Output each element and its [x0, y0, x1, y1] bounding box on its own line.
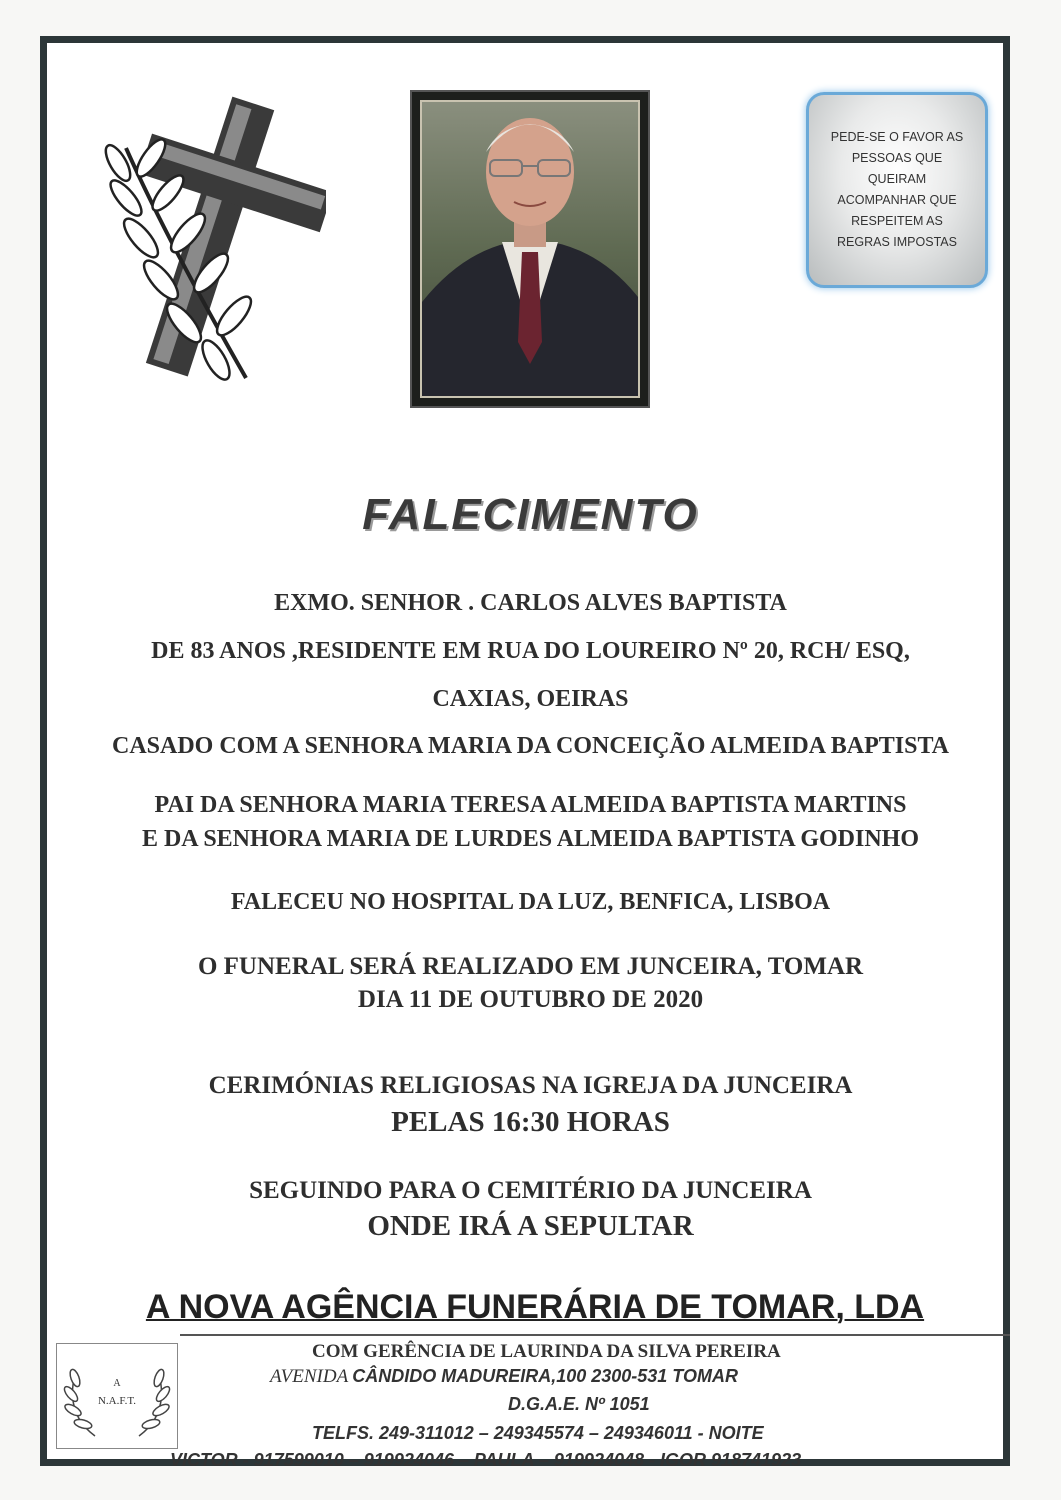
child-line-1: PAI DA SENHORA MARIA TERESA ALMEIDA BAPTISTA MARTINS	[154, 792, 907, 818]
residence-town: CAXIAS, OEIRAS	[432, 686, 629, 712]
spouse-line: CASADO COM A SENHORA MARIA DA CONCEIÇÃO ALMEIDA BAPTISTA	[112, 733, 949, 759]
ceremony-time: PELAS 16:30 HORAS	[391, 1106, 670, 1138]
logo-letter: A	[113, 1378, 121, 1389]
agency-dgae: D.G.A.E. Nº 1051	[508, 1394, 650, 1414]
logo-text: N.A.F.T.	[97, 1395, 137, 1407]
portrait-photo	[410, 90, 650, 408]
agency-address	[270, 1366, 738, 1388]
age-residence: DE 83 ANOS ,RESIDENTE EM RUA DO LOUREIRO Nº 20, RCH/ ESQ,	[151, 638, 910, 664]
cross-laurel-icon	[96, 88, 326, 388]
burial-line-1: SEGUINDO PARA O CEMITÉRIO DA JUNCEIRA	[249, 1177, 812, 1204]
deceased-name: EXMO. SENHOR . CARLOS ALVES BAPTISTA	[274, 590, 787, 616]
agency-logo	[56, 1343, 178, 1449]
notice-box	[806, 92, 988, 288]
agency-contacts: VICTOR - 917599010 – 919924046 – PAULA – 919924048 - IGOR 918741923	[170, 1450, 802, 1470]
ceremony-line: CERIMÓNIAS RELIGIOSAS NA IGREJA DA JUNCEIRA	[208, 1072, 853, 1099]
laurel-wreath-icon	[57, 1344, 177, 1448]
address-text: CÂNDIDO MADUREIRA,100 2300-531 TOMAR	[352, 1366, 738, 1386]
child-line-2: E DA SENHORA MARIA DE LURDES ALMEIDA BAPTISTA GODINHO	[141, 826, 920, 852]
funeral-date: DIA 11 DE OUTUBRO DE 2020	[357, 986, 704, 1013]
notice-text: PEDE-SE O FAVOR AS PESSOAS QUE QUEIRAM ACOMPANHAR QUE RESPEITEM AS REGRAS IMPOSTAS	[830, 130, 964, 249]
address-prefix: AVENIDA	[270, 1366, 349, 1387]
agency-management: COM GERÊNCIA DE LAURINDA DA SILVA PEREIRA	[312, 1341, 781, 1362]
funeral-place: O FUNERAL SERÁ REALIZADO EM JUNCEIRA, TOMAR	[197, 953, 864, 980]
burial-line-2: ONDE IRÁ A SEPULTAR	[367, 1210, 694, 1242]
page-title: FALECIMENTO	[362, 490, 699, 539]
death-place: FALECEU NO HOSPITAL DA LUZ, BENFICA, LISBOA	[230, 889, 831, 915]
portrait-image	[422, 102, 638, 396]
divider	[180, 1334, 1010, 1336]
agency-name: A NOVA AGÊNCIA FUNERÁRIA DE TOMAR, LDA	[145, 1288, 925, 1326]
agency-phones: TELFS. 249-311012 – 249345574 – 249346011 - NOITE	[312, 1423, 764, 1443]
